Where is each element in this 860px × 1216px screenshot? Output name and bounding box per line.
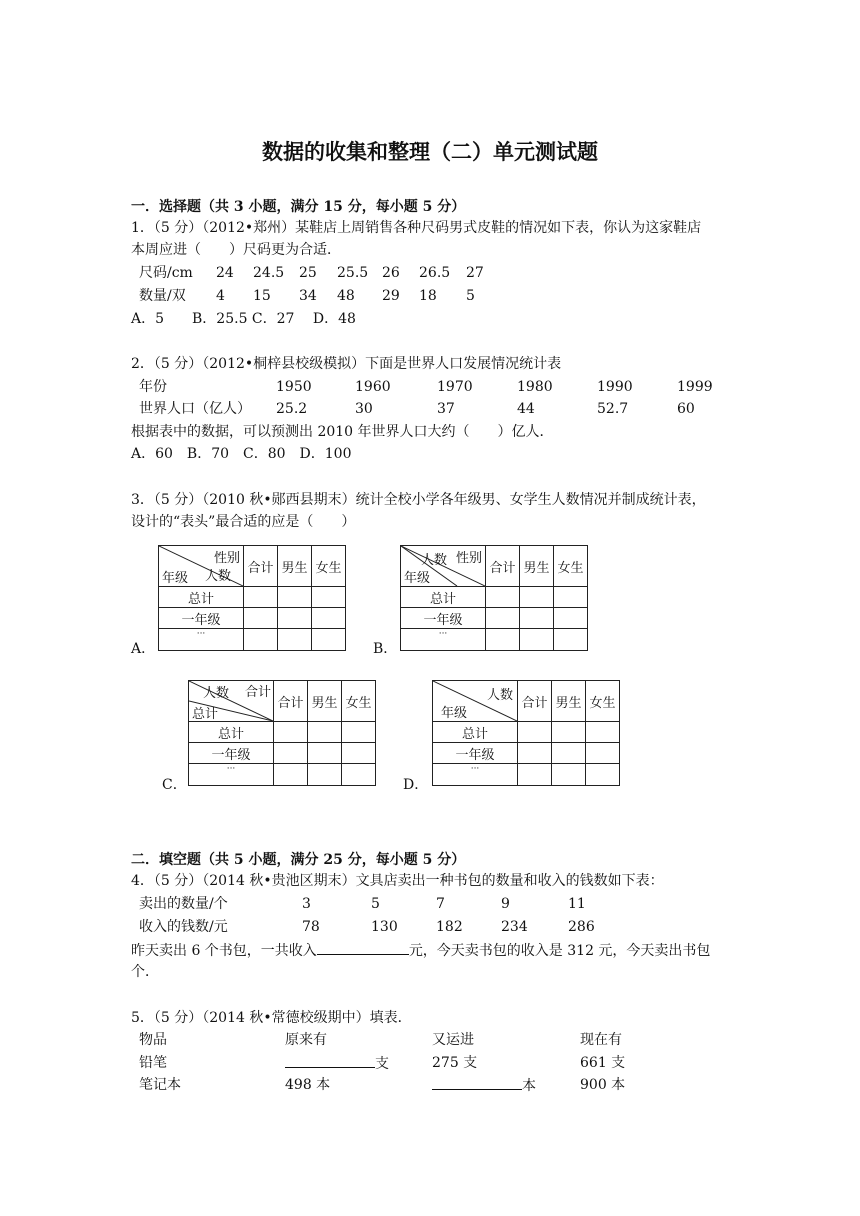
header-label-top-left: 人数 — [203, 686, 230, 701]
header-label-top: 合计 — [244, 685, 271, 700]
q1-row1-c5: 26 — [382, 265, 400, 281]
q2-stem-line1: 2．（5 分）（2012•桐梓县校级模拟）下面是世界人口发展情况统计表 — [131, 356, 562, 372]
row-ellipsis: ··· — [159, 629, 244, 651]
q1-row1-c1: 24 — [216, 265, 234, 281]
q1-row2-c7: 5 — [466, 288, 475, 304]
q5-row1-added: 275 支 — [432, 1055, 478, 1071]
q5-header-added: 又运进 — [432, 1032, 474, 1048]
q3-option-b-letter: B． — [373, 641, 398, 657]
col-total: 合计 — [486, 546, 520, 587]
q4-row2-c1: 78 — [302, 919, 320, 935]
q1-row2-c4: 48 — [337, 288, 355, 304]
q5-row2-added — [432, 1075, 536, 1096]
q4-row1-c2: 5 — [371, 896, 380, 912]
q1-row1-c7: 27 — [466, 265, 484, 281]
q3-option-d-letter: D． — [403, 777, 429, 793]
q4-stem-line3: 个． — [131, 964, 159, 980]
q4-row2-c5: 286 — [568, 919, 595, 935]
row-ellipsis: ··· — [433, 764, 518, 786]
q2-stem-line2: 根据表中的数据，可以预测出 2010 年世界人口大约（ ）亿人． — [131, 424, 554, 440]
q5-row1-unit: 支 — [375, 1056, 389, 1072]
row-total: 总计 — [433, 722, 518, 743]
q5-row1-before — [285, 1053, 389, 1074]
q5-stem-line1: 5．（5 分）（2014 秋•常德校级期中）填表． — [131, 1010, 412, 1026]
col-boys: 男生 — [308, 681, 342, 722]
q2-row1-c6: 1999 — [677, 379, 713, 395]
header-label-top: 人数 — [486, 688, 513, 703]
q4-stem-line1: 4．（5 分）（2014 秋•贵池区期末）文具店卖出一种书包的数量和收入的钱数如下表： — [131, 873, 664, 889]
q5-row2-before: 498 本 — [285, 1077, 331, 1093]
answer-blank[interactable] — [432, 1075, 522, 1090]
q2-row2-c1: 25.2 — [276, 401, 308, 417]
q1-row2-c0: 数量/双 — [139, 288, 186, 304]
q2-row1-c5: 1990 — [597, 379, 633, 395]
q4-row2-c3: 182 — [436, 919, 463, 935]
q2-options: A．60 B．70 C．80 D．100 — [131, 446, 352, 462]
col-boys: 男生 — [552, 681, 586, 722]
q1-row1-c3: 25 — [299, 265, 317, 281]
q1-row2-c1: 4 — [216, 288, 225, 304]
q2-row1-c0: 年份 — [139, 379, 167, 395]
col-total: 合计 — [244, 546, 278, 587]
q1-stem-line2: 本周应进（ ）尺码更为合适． — [131, 242, 341, 258]
col-total: 合计 — [518, 681, 552, 722]
q1-row1-c0: 尺码/cm — [139, 265, 193, 281]
q5-row2-item: 笔记本 — [139, 1077, 181, 1093]
q1-row2-c2: 15 — [253, 288, 271, 304]
col-boys: 男生 — [278, 546, 312, 587]
q1-row1-c6: 26.5 — [419, 265, 451, 281]
row-grade1: 一年级 — [189, 743, 274, 764]
col-girls: 女生 — [554, 546, 588, 587]
table-header-cell — [159, 546, 244, 587]
q4-row1-c3: 7 — [436, 896, 445, 912]
row-ellipsis: ··· — [189, 764, 274, 786]
q1-stem-line1: 1．（5 分）（2012•郑州）某鞋店上周销售各种尺码男式皮鞋的情况如下表，你认为这家鞋店 — [131, 220, 702, 236]
q3-option-a-table — [158, 545, 346, 651]
col-boys: 男生 — [520, 546, 554, 587]
header-label-top-left: 人数 — [421, 553, 448, 568]
q2-row2-c3: 37 — [437, 401, 455, 417]
row-grade1: 一年级 — [433, 743, 518, 764]
q4-text-before-blank: 昨天卖出 6 个书包，一共收入 — [131, 943, 317, 959]
q2-row1-c3: 1970 — [437, 379, 473, 395]
col-girls: 女生 — [312, 546, 346, 587]
header-label-left: 年级 — [441, 706, 468, 721]
col-girls: 女生 — [586, 681, 620, 722]
q1-row2-c5: 29 — [382, 288, 400, 304]
row-ellipsis: ··· — [401, 629, 486, 651]
q5-row2-now: 900 本 — [580, 1077, 626, 1093]
q3-option-b-table — [400, 545, 588, 651]
row-grade1: 一年级 — [401, 608, 486, 629]
q4-row2-c4: 234 — [501, 919, 528, 935]
q4-row2-c2: 130 — [371, 919, 398, 935]
answer-blank[interactable] — [285, 1053, 375, 1068]
page-title: 数据的收集和整理（二）单元测试题 — [262, 140, 598, 164]
q5-row2-unit: 本 — [522, 1078, 536, 1094]
q1-row2-c6: 18 — [419, 288, 437, 304]
col-girls: 女生 — [342, 681, 376, 722]
section-heading-choice: 一．选择题（共 3 小题，满分 15 分，每小题 5 分） — [131, 199, 466, 215]
q1-row1-c4: 25.5 — [337, 265, 369, 281]
table-header-cell — [433, 681, 518, 722]
q4-row2-c0: 收入的钱数/元 — [139, 919, 228, 935]
q3-stem-line1: 3．（5 分）（2010 秋•郧西县期末）统计全校小学各年级男、女学生人数情况并制成统计表， — [131, 492, 706, 508]
q4-row1-c4: 9 — [501, 896, 510, 912]
q2-row2-c2: 30 — [355, 401, 373, 417]
q4-row1-c1: 3 — [302, 896, 311, 912]
q4-stem-line2 — [131, 940, 710, 961]
row-total: 总计 — [189, 722, 274, 743]
row-total: 总计 — [159, 587, 244, 608]
q2-row2-c0: 世界人口（亿人） — [139, 401, 251, 417]
col-total: 合计 — [274, 681, 308, 722]
q4-row1-c5: 11 — [568, 896, 586, 912]
q5-row1-now: 661 支 — [580, 1055, 626, 1071]
q1-options: A．5 B．25.5 C．27 D．48 — [131, 311, 356, 327]
q3-stem-line2: 设计的“表头”最合适的应是（ ） — [131, 514, 356, 530]
q5-header-now: 现在有 — [580, 1032, 622, 1048]
header-label-top: 性别 — [455, 551, 482, 566]
q2-row2-c6: 60 — [677, 401, 695, 417]
header-label-left: 年级 — [404, 571, 431, 586]
q3-option-c-table — [188, 680, 376, 786]
q2-row1-c2: 1960 — [355, 379, 391, 395]
q1-row1-c2: 24.5 — [253, 265, 285, 281]
q2-row2-c5: 52.7 — [597, 401, 629, 417]
q5-header-before: 原来有 — [285, 1032, 327, 1048]
answer-blank[interactable] — [317, 940, 409, 955]
header-label-left: 年级 — [162, 571, 189, 586]
q2-row2-c4: 44 — [517, 401, 535, 417]
table-header-cell — [189, 681, 274, 722]
q5-header-item: 物品 — [139, 1032, 167, 1048]
q5-row1-item: 铅笔 — [139, 1055, 167, 1071]
header-label-left: 总计 — [192, 707, 219, 722]
q2-row1-c4: 1980 — [517, 379, 553, 395]
header-label-top: 性别 — [213, 551, 240, 566]
row-grade1: 一年级 — [159, 608, 244, 629]
q3-option-d-table — [432, 680, 620, 786]
table-header-cell — [401, 546, 486, 587]
section-heading-fill: 二．填空题（共 5 小题，满分 25 分，每小题 5 分） — [131, 852, 466, 868]
q4-text-after-blank: 元，今天卖书包的收入是 312 元，今天卖出书包 — [408, 943, 711, 959]
header-label-middle: 人数 — [205, 569, 232, 584]
q3-option-a-letter: A． — [131, 641, 156, 657]
q1-row2-c3: 34 — [299, 288, 317, 304]
q4-row1-c0: 卖出的数量/个 — [139, 896, 228, 912]
q3-option-c-letter: C． — [162, 777, 187, 793]
q2-row1-c1: 1950 — [276, 379, 312, 395]
row-total: 总计 — [401, 587, 486, 608]
